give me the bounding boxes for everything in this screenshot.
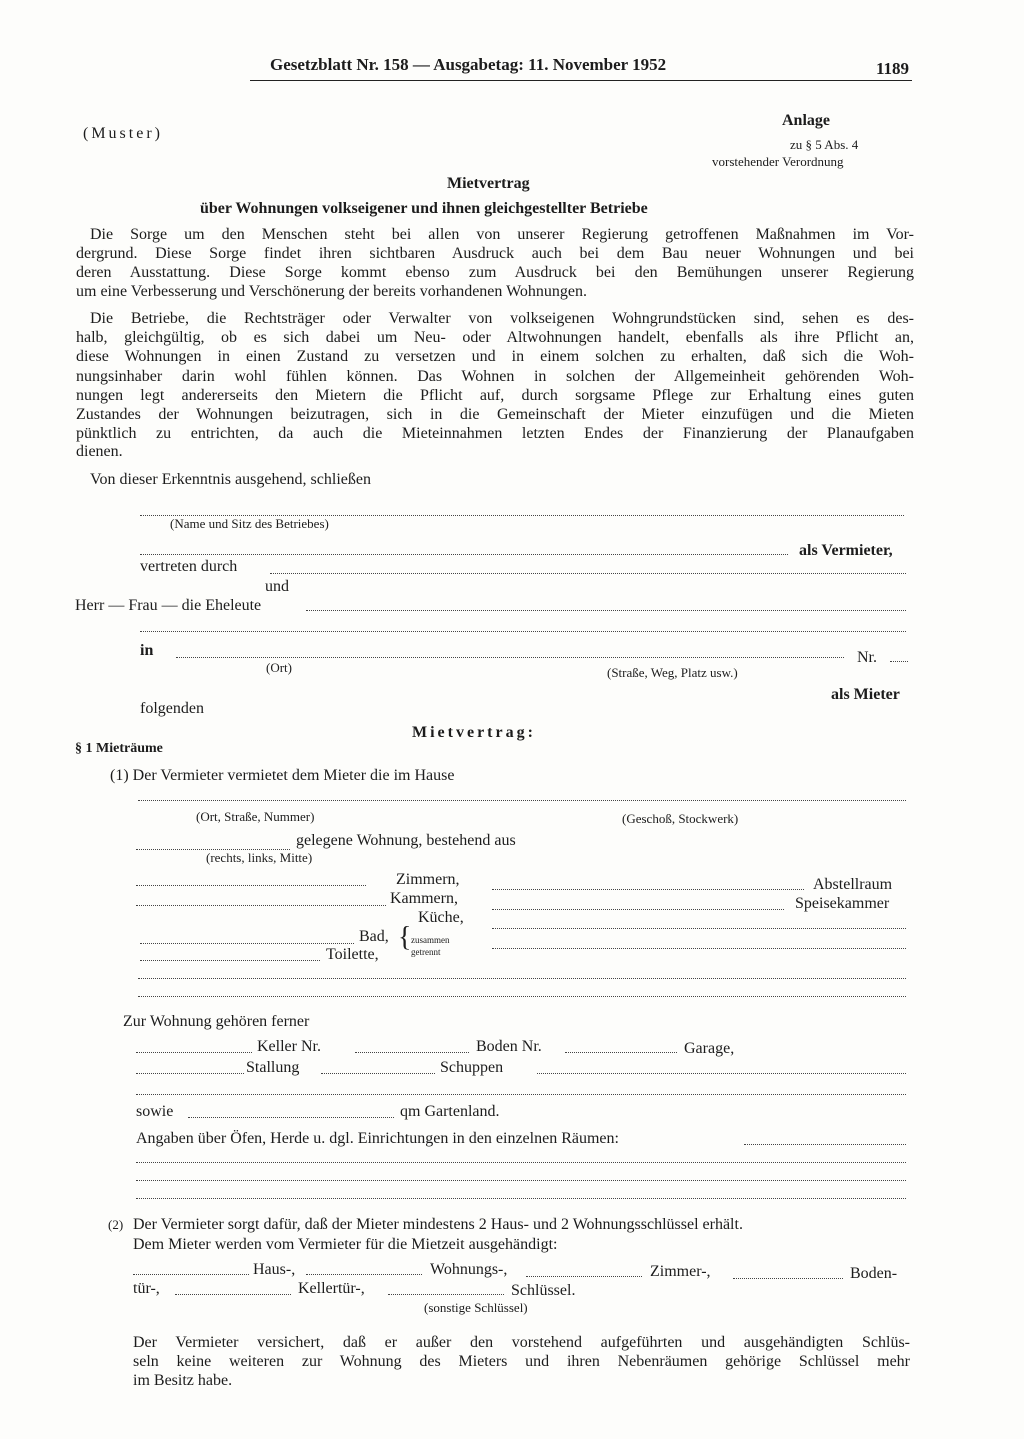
text-line: halb, gleichgültig, ob es sich dabei um Neu- oder Altwohnungen handelt, ebenfalls als ihre Pflicht an, (76, 329, 914, 347)
betrieb-caption: (Name und Sitz des Betriebes) (170, 516, 329, 531)
intro-paragraph-2 (76, 309, 914, 443)
bad-label: Bad, (359, 928, 389, 945)
text-line: dergrund. Diese Sorge findet ihren sichtbaren Ausdruck auch bei dem Bau neuer Wohnungen und bei (76, 245, 914, 263)
extra-room-line-2[interactable] (492, 948, 906, 949)
speisekammer-label: Speisekammer (795, 895, 890, 912)
angaben-line-2[interactable] (136, 1162, 906, 1163)
abstellraum-label: Abstellraum (813, 876, 893, 893)
sonstige-caption: (sonstige Schlüssel) (424, 1300, 528, 1315)
schuppen-line[interactable] (321, 1073, 435, 1074)
garage-label: Garage, (684, 1040, 735, 1057)
text-line: dienen. (76, 443, 123, 460)
text-line: diese Wohnungen in einen Zustand zu versetzen und in einem solchen zu erhalten, daß sich die Woh- (76, 348, 914, 366)
header-rule (250, 80, 912, 81)
sowie-label: sowie (136, 1103, 174, 1120)
als-mieter: als Mieter (831, 686, 900, 703)
ort-strasse-caption: (Ort, Straße, Nummer) (196, 809, 315, 824)
vertreten-label: vertreten durch (140, 558, 238, 575)
wohnungs-key-line[interactable] (306, 1274, 422, 1275)
text-line: seln keine weiteren zur Wohnung des Mieters und ihren Nebenräumen gehörige Schlüssel mehr (133, 1353, 910, 1371)
house-address-line[interactable] (138, 800, 906, 801)
wohnungs-key-label: Wohnungs-, (430, 1261, 508, 1278)
toilette-line[interactable] (140, 960, 320, 961)
nr-line[interactable] (890, 661, 908, 662)
mieter-name-line-2[interactable] (140, 631, 906, 632)
anlage-ref: zu § 5 Abs. 4 (790, 137, 859, 152)
text-line: nungen legt andererseits den Mietern die Pflicht auf, durch sorgsame Pflege zur Erhaltung eines guten (76, 386, 914, 404)
kueche-label: Küche, (418, 909, 464, 926)
boden-nr-line[interactable] (565, 1052, 677, 1053)
assurance-paragraph (133, 1333, 910, 1371)
keller-qty-line[interactable] (136, 1052, 252, 1053)
toilette-label: Toilette, (326, 946, 379, 963)
extra-room-line-3[interactable] (138, 978, 906, 979)
abstellraum-line[interactable] (492, 889, 804, 890)
getrennt-option[interactable]: getrennt (411, 947, 441, 957)
anlage-ordinance: vorstehender Verordnung (712, 154, 844, 169)
lage-caption: (rechts, links, Mitte) (206, 850, 313, 865)
tuer-key-line[interactable] (175, 1294, 291, 1295)
zimmer-key-label: Zimmer-, (650, 1263, 711, 1280)
zimmer-key-line[interactable] (526, 1276, 642, 1277)
zimmer-line[interactable] (136, 885, 366, 886)
angaben-line-3[interactable] (136, 1180, 906, 1181)
extra-room-line-4[interactable] (138, 996, 906, 997)
stallung-label: Stallung (246, 1059, 300, 1076)
nr-label: Nr. (857, 649, 877, 666)
text-line: um eine Verbesserung und Verschönerung der bereits vorhandenen Wohnungen. (76, 283, 588, 300)
muster-label: (Muster) (83, 125, 163, 142)
gelegene-label: gelegene Wohnung, bestehend aus (296, 832, 516, 849)
zimmer-label: Zimmern, (396, 871, 460, 888)
anlage-title: Anlage (782, 112, 830, 129)
gartenland-label: qm Gartenland. (400, 1103, 500, 1120)
boden-key-line[interactable] (733, 1278, 843, 1279)
haus-key-line[interactable] (133, 1274, 249, 1275)
page-number: 1189 (876, 59, 910, 78)
in-label: in (140, 642, 154, 659)
strasse-caption: (Straße, Weg, Platz usw.) (607, 665, 738, 680)
geschoss-caption: (Geschoß, Stockwerk) (622, 811, 739, 826)
doc-title: Mietvertrag (447, 175, 530, 192)
intro-paragraph-3: Von dieser Erkenntnis ausgehend, schließen (90, 471, 371, 488)
boden-key-label: Boden- (850, 1265, 898, 1282)
text-line: Zustandes der Wohnungen beizutragen, sich in die Gemeinschaft der Mieter einzufügen und die Mieten (76, 405, 914, 423)
text-line: nungsinhaber darin wohl fühlen können. Das Wohnen in solchen der Allgemeinheit gehörenden Woh- (76, 367, 914, 385)
kammern-label: Kammern, (390, 890, 458, 907)
folgenden-label: folgenden (140, 700, 204, 717)
ferner-label: Zur Wohnung gehören ferner (123, 1013, 310, 1030)
kellertuer-line[interactable] (388, 1294, 504, 1295)
section-1-title: § 1 Mieträume (75, 741, 163, 756)
als-vermieter: als Vermieter, (799, 542, 893, 559)
brace-icon: { (398, 922, 412, 953)
item-2-text-2: Dem Mieter werden vom Vermieter für die Mietzeit ausgehändigt: (133, 1236, 558, 1253)
haus-key-label: Haus-, (253, 1261, 296, 1278)
kellertuer-label: Kellertür-, (298, 1280, 365, 1297)
angaben-line[interactable] (744, 1144, 906, 1145)
boden-label: Boden Nr. (476, 1038, 542, 1055)
text-line: Die Sorge um den Menschen steht bei allen von unserer Regierung getroffenen Maßnahmen im Vor- (90, 226, 914, 243)
doc-subtitle: über Wohnungen volkseigener und ihnen gleichgestellter Betriebe (200, 200, 648, 217)
mieter-address-line[interactable] (176, 657, 844, 658)
text-line: Die Betriebe, die Rechtsträger oder Verwalter von volkseigenen Wohngrundstücken sind, sehen es des- (90, 310, 914, 327)
ort-caption: (Ort) (266, 660, 292, 675)
contract-heading: Mietvertrag: (412, 724, 536, 741)
ferner-extra-line[interactable] (537, 1073, 906, 1074)
speisekammer-line[interactable] (492, 909, 784, 910)
item-2-text: Der Vermieter sorgt dafür, daß der Mieter mindestens 2 Haus- und 2 Wohnungsschlüssel erhält. (133, 1216, 743, 1233)
boden-tuer-label: tür-, (133, 1280, 160, 1297)
gazette-header: Gesetzblatt Nr. 158 — Ausgabetag: 11. November 1952 (270, 55, 667, 74)
text-line: Der Vermieter versichert, daß er außer den vorstehend aufgeführten und ausgehändigten Schlüs- (133, 1334, 910, 1351)
keller-nr-line[interactable] (355, 1052, 469, 1053)
intro-paragraph-1 (76, 225, 914, 283)
text-line: deren Ausstattung. Diese Sorge kommt ebenso zum Ausdruck bei den Bemühungen unserer Regierung (76, 264, 914, 282)
ferner-extra-line-2[interactable] (136, 1094, 906, 1095)
gartenland-line[interactable] (188, 1117, 394, 1118)
keller-label: Keller Nr. (257, 1038, 321, 1055)
und-label: und (265, 578, 289, 595)
stallung-line[interactable] (136, 1073, 244, 1074)
item-2-number: (2) (108, 1217, 124, 1232)
bad-line[interactable] (140, 943, 354, 944)
vertreten-line[interactable] (270, 573, 906, 574)
herr-frau-label: Herr — Frau — die Eheleute (75, 597, 262, 614)
extra-room-line[interactable] (492, 928, 906, 929)
betrieb-line-2[interactable] (140, 554, 788, 555)
angaben-label: Angaben über Öfen, Herde u. dgl. Einrichtungen in den einzelnen Räumen: (136, 1130, 619, 1147)
text-line: im Besitz habe. (133, 1372, 233, 1389)
zusammen-option[interactable]: zusammen (411, 935, 450, 945)
kammern-line[interactable] (136, 905, 386, 906)
item-1-text: (1) Der Vermieter vermietet dem Mieter die im Hause (110, 767, 455, 784)
angaben-line-4[interactable] (136, 1198, 906, 1199)
schluessel-label: Schlüssel. (511, 1282, 576, 1299)
text-line: pünktlich zu entrichten, da auch die Mieteinnahmen letzten Endes der Finanzierung der Planaufgaben (76, 425, 914, 443)
schuppen-label: Schuppen (440, 1059, 504, 1076)
mieter-name-line[interactable] (306, 610, 906, 611)
